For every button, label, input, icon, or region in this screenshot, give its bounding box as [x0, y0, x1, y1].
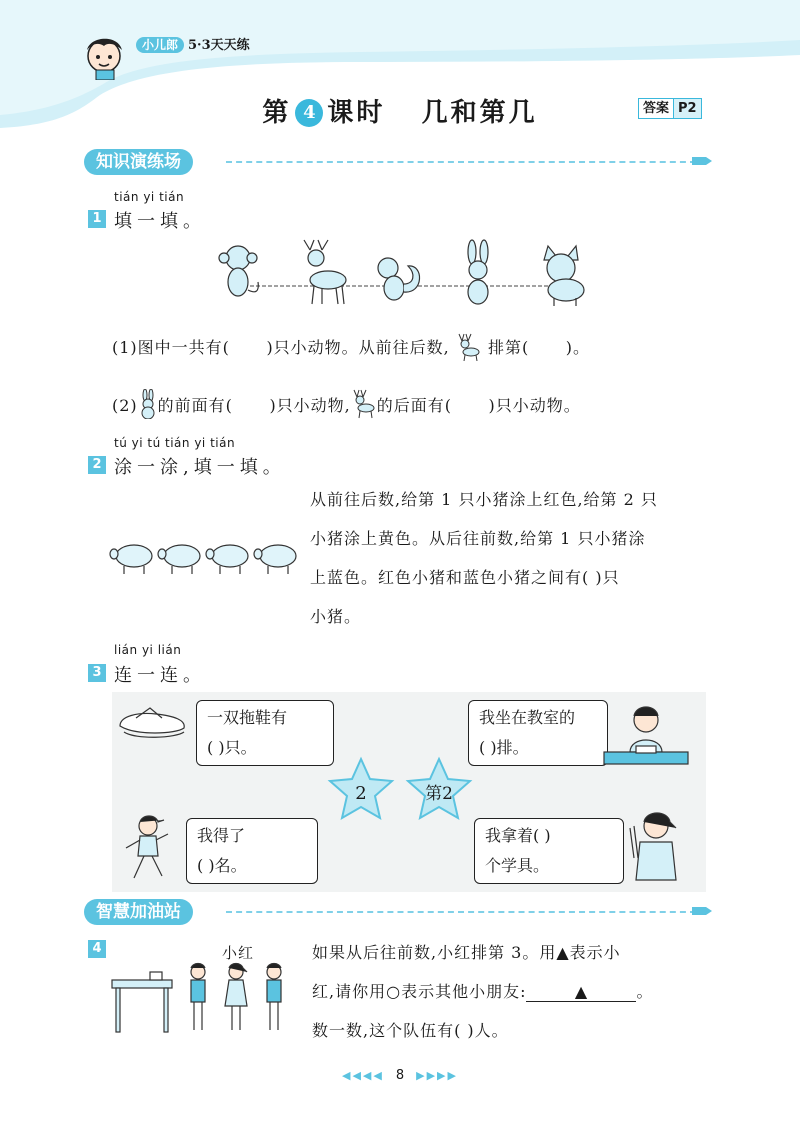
star-badge[interactable] — [404, 756, 474, 822]
q4-child-label: 小红 — [222, 944, 255, 962]
footer-left-arrows: ◀◀◀◀ — [342, 1069, 384, 1082]
q4-line1 — [312, 940, 621, 963]
q2-pinyin: tú yi tú tián yi tián — [114, 436, 236, 450]
child-icon — [267, 964, 281, 1031]
title-suffix: 课时 — [327, 98, 386, 128]
bubble-text: 一双拖鞋有 — [207, 708, 288, 727]
q1-line1 — [112, 333, 590, 361]
q2-line: 从前往后数,给第 1 只小猪涂上红色,给第 2 只 — [310, 490, 658, 509]
pencil-tip-icon — [692, 905, 712, 917]
q4-line2 — [312, 979, 653, 1002]
q1-line2-b: 的前面有( — [157, 396, 233, 415]
pig-icon — [254, 545, 296, 574]
q1-line2-c: )只小动物, — [269, 396, 351, 415]
dog-icon — [544, 246, 584, 306]
girl-with-sticks-icon — [616, 808, 692, 886]
section-badge-challenge: 智慧加油站 — [84, 899, 193, 925]
bubble-text: ( )名。 — [197, 856, 247, 875]
footer-right-arrows: ▶▶▶▶ — [416, 1069, 458, 1082]
child-icon-xiaohong — [225, 964, 247, 1031]
bubble-text: 我坐在教室的 — [479, 708, 576, 727]
pig-icon — [110, 545, 152, 574]
q3-number: 3 — [88, 664, 106, 682]
section-divider — [226, 911, 696, 913]
q1-line2-d: 的后面有( — [376, 396, 453, 415]
animal-line-illustration — [210, 238, 610, 308]
q1-line2-e: )只小动物。 — [488, 396, 581, 415]
q4-number: 4 — [88, 940, 106, 958]
deer-icon — [456, 333, 482, 361]
running-girl-icon — [118, 812, 178, 884]
q1-line1-d: )。 — [565, 338, 590, 357]
answer-reference[interactable] — [638, 98, 702, 119]
brand-series: 5·3天天练 — [188, 38, 250, 53]
q2-paragraph — [310, 480, 730, 636]
bubble-text: 我得了 — [197, 826, 246, 845]
q2-line: 小猪涂上黄色。从后往前数,给第 1 只小猪涂 — [310, 529, 646, 548]
bubble-classroom — [468, 700, 608, 766]
star-badge[interactable] — [326, 756, 396, 822]
deer-icon — [304, 240, 346, 304]
q4-line1-a: 如果从后往前数,小红排第 3。用 — [312, 943, 557, 962]
q4-line3: 数一数,这个队伍有( )人。 — [312, 1021, 509, 1040]
q1-title: 填一填。 — [114, 211, 206, 232]
q3-pinyin: lián yi lián — [114, 643, 182, 657]
section-badge-practice: 知识演练场 — [84, 149, 193, 175]
q2-line: 小猪。 — [310, 607, 362, 626]
bubble-text: ( )排。 — [479, 738, 529, 757]
q4-line2-c: 。 — [636, 982, 654, 1001]
q1-line1-b: )只小动物。从前往后数, — [266, 338, 450, 357]
mascot-boy-icon — [78, 30, 136, 80]
triangle-icon: ▲ — [574, 982, 589, 1001]
squirrel-icon — [378, 258, 420, 300]
lesson-number-badge: 4 — [295, 99, 323, 127]
title-prefix: 第 — [262, 98, 292, 128]
monkey-icon — [219, 246, 258, 296]
pig-icon — [206, 545, 248, 574]
bubble-tools — [474, 818, 624, 884]
title-topic: 几和第几 — [421, 98, 538, 128]
q2-number: 2 — [88, 456, 106, 474]
section-divider — [226, 161, 696, 163]
bubble-text: 我拿着( ) — [485, 826, 551, 845]
bubble-slippers — [196, 700, 334, 766]
deer-icon — [351, 389, 377, 419]
queue-illustration — [110, 958, 306, 1038]
bubble-text: 个学具。 — [485, 856, 550, 875]
q4-line2-a: 红,请你用 — [312, 982, 387, 1001]
star-left-label: 2 — [355, 783, 367, 804]
teacher-desk-icon — [112, 972, 172, 1032]
q1-line1-a: (1)图中一共有( — [112, 338, 230, 357]
q1-line2-a: (2) — [112, 396, 138, 415]
answer-label: 答案 — [639, 99, 673, 118]
rabbit-icon — [138, 389, 158, 419]
slippers-icon — [116, 700, 188, 740]
answer-page: P2 — [673, 99, 701, 118]
student-at-desk-icon — [600, 700, 692, 772]
child-icon — [191, 964, 205, 1031]
pigs-illustration — [106, 538, 306, 578]
brand — [136, 34, 250, 53]
circle-icon: ○ — [386, 982, 402, 1001]
q1-line1-c: 排第( — [487, 338, 530, 357]
triangle-icon: ▲ — [556, 943, 570, 962]
q3-title: 连一连。 — [114, 665, 206, 686]
q1-line2 — [112, 389, 581, 419]
q2-title: 涂一涂,填一填。 — [114, 457, 286, 478]
star-right-label: 第2 — [425, 784, 453, 804]
q1-number: 1 — [88, 210, 106, 228]
rabbit-icon — [468, 240, 488, 304]
q4-line2-b: 表示其他小朋友: — [401, 982, 527, 1001]
brand-logo: 小儿郎 — [136, 37, 184, 53]
answer-blank-line[interactable] — [526, 982, 636, 1002]
pig-icon — [158, 545, 200, 574]
q4-line1-b: 表示小 — [569, 943, 621, 962]
bubble-rank — [186, 818, 318, 884]
q1-pinyin: tián yi tián — [114, 190, 185, 204]
q2-line: 上蓝色。红色小猪和蓝色小猪之间有( )只 — [310, 568, 620, 587]
bubble-text: ( )只。 — [207, 738, 257, 757]
page-footer — [0, 1068, 800, 1083]
page-number: 8 — [395, 1068, 405, 1083]
pencil-tip-icon — [692, 155, 712, 167]
